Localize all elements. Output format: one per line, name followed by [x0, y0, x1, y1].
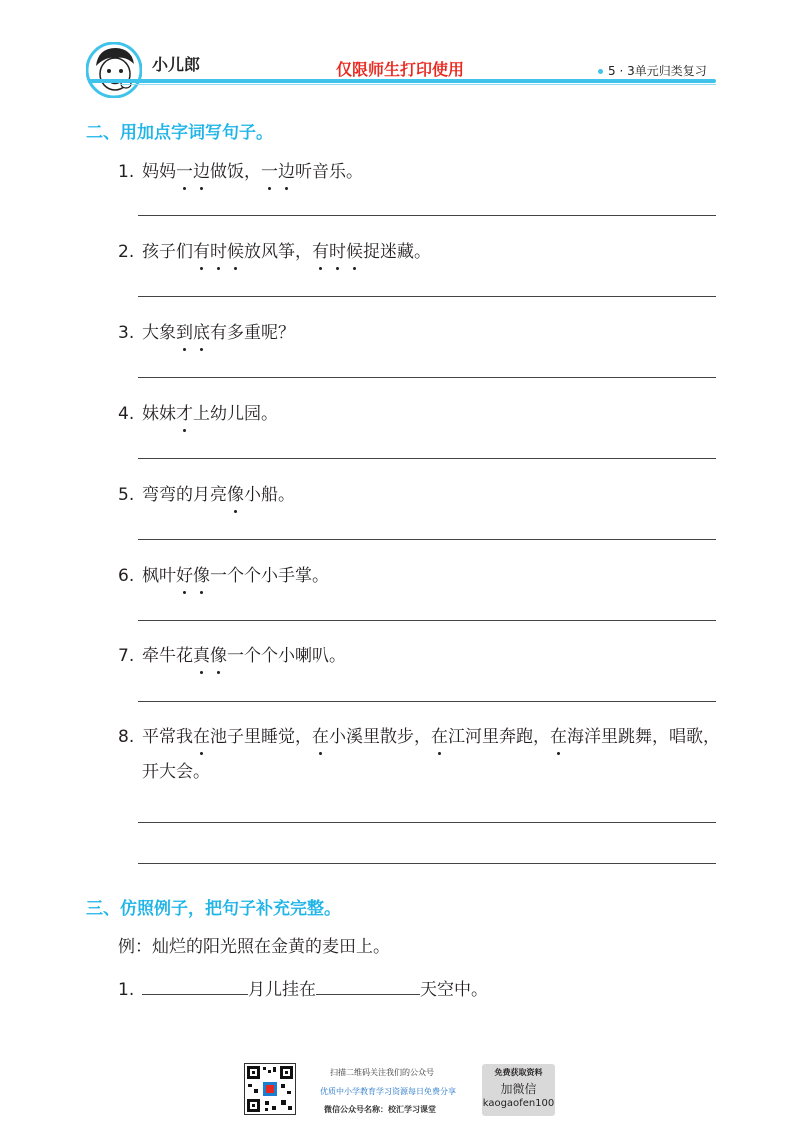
- answer-line[interactable]: [138, 215, 716, 216]
- dotted-word: 到: [176, 318, 193, 343]
- dotted-word: 像: [210, 641, 227, 666]
- sentence-text: 小船。: [244, 485, 295, 505]
- dotted-word: 像: [193, 561, 210, 586]
- dotted-word: 有: [312, 237, 329, 262]
- sentence-text: 平常我: [142, 727, 193, 747]
- dotted-word: 像: [227, 480, 244, 505]
- footer-account-text: 微信公众号名称：校汇学习课堂: [324, 1105, 436, 1114]
- question-7: [118, 641, 346, 666]
- question-1: [118, 157, 363, 182]
- dotted-word: 边: [278, 157, 295, 182]
- boy-face-icon: [86, 42, 142, 98]
- question-8-line2: 开大会。: [142, 762, 210, 782]
- question-number: 8.: [118, 727, 135, 747]
- sentence-text: 听音乐。: [295, 162, 363, 182]
- print-notice: 仅限师生打印使用: [336, 60, 465, 79]
- sentence-text: 枫叶: [142, 566, 176, 586]
- section-2-title: 二、用加点字词写句子。: [86, 123, 273, 143]
- dotted-word: 一: [176, 157, 193, 182]
- dotted-word: 有: [193, 237, 210, 262]
- mascot-logo: [86, 42, 142, 98]
- answer-line[interactable]: [138, 822, 716, 823]
- dotted-word: 时: [329, 237, 346, 262]
- question-number: 2.: [118, 242, 135, 262]
- dotted-word: 在: [550, 722, 567, 747]
- fill-blank-2[interactable]: [316, 978, 420, 995]
- question-3: [118, 318, 295, 343]
- promo-badge: [482, 1064, 555, 1116]
- question-2: [118, 237, 431, 262]
- dotted-word: 在: [312, 722, 329, 747]
- question-number: 1.: [118, 162, 135, 182]
- qr-code-icon: [245, 1064, 295, 1114]
- question-number: 4.: [118, 404, 135, 424]
- sentence-text: 妈妈: [142, 162, 176, 182]
- question-number: 7.: [118, 646, 135, 666]
- answer-line[interactable]: [138, 458, 716, 459]
- fill-blank-1[interactable]: [142, 978, 248, 995]
- sentence-text: 做饭，: [210, 162, 261, 182]
- question-8: [118, 722, 720, 747]
- question-text: 天空中。: [420, 980, 488, 1000]
- sentence-text: 放风筝，: [244, 242, 312, 262]
- answer-line[interactable]: [138, 620, 716, 621]
- sentence-text: 江河里奔跑，: [448, 727, 550, 747]
- section-3-title: 三、仿照例子，把句子补充完整。: [86, 899, 341, 919]
- dotted-word: 一: [261, 157, 278, 182]
- sentence-text: 海洋里跳舞，唱歌，: [567, 727, 720, 747]
- bullet-dot-icon: [598, 69, 603, 74]
- dotted-word: 好: [176, 561, 193, 586]
- question-number: 3.: [118, 323, 135, 343]
- answer-line[interactable]: [138, 296, 716, 297]
- question-text: 月儿挂在: [248, 980, 316, 1000]
- question-6: [118, 561, 329, 586]
- answer-line[interactable]: [138, 863, 716, 864]
- dotted-word: 底: [193, 318, 210, 343]
- answer-line[interactable]: [138, 539, 716, 540]
- dotted-word: 候: [227, 237, 244, 262]
- brand-name: 小儿郎: [152, 55, 201, 74]
- promo-top: 免费获取资料: [494, 1068, 543, 1077]
- header-divider-thin: [120, 84, 716, 85]
- dotted-word: 才: [176, 399, 193, 424]
- answer-line[interactable]: [138, 701, 716, 702]
- header-divider: [88, 79, 716, 83]
- question-4: [118, 399, 278, 424]
- dotted-word: 边: [193, 157, 210, 182]
- sentence-text: 一个个小手掌。: [210, 566, 329, 586]
- dotted-word: 真: [193, 641, 210, 666]
- sentence-text: 上幼儿园。: [193, 404, 278, 424]
- question-number: 6.: [118, 566, 135, 586]
- sentence-text: 池子里睡觉，: [210, 727, 312, 747]
- dotted-word: 在: [431, 722, 448, 747]
- question-number: 1.: [118, 980, 135, 1000]
- promo-mid: 加微信: [500, 1082, 537, 1096]
- sentence-text: 有多重呢？: [210, 323, 295, 343]
- unit-text: 5 · 3单元归类复习: [608, 64, 707, 78]
- question-5: [118, 480, 295, 505]
- unit-label: [598, 62, 707, 79]
- dotted-word: 在: [193, 722, 210, 747]
- sentence-text: 捉迷藏。: [363, 242, 431, 262]
- dotted-word: 候: [346, 237, 363, 262]
- sentence-text: 妹妹: [142, 404, 176, 424]
- promo-id: kaogaofen100: [482, 1098, 555, 1109]
- question-number: 5.: [118, 485, 135, 505]
- example-sentence: 例：灿烂的阳光照在金黄的麦田上。: [118, 937, 390, 957]
- sentence-text: 孩子们: [142, 242, 193, 262]
- sentence-text: 大象: [142, 323, 176, 343]
- dotted-word: 时: [210, 237, 227, 262]
- sentence-text: 牵牛花: [142, 646, 193, 666]
- question-3-1: [118, 975, 488, 1000]
- sentence-text: 小溪里散步，: [329, 727, 431, 747]
- footer-scan-text: 扫描二维码关注我们的公众号: [330, 1068, 434, 1077]
- answer-line[interactable]: [138, 377, 716, 378]
- footer-share-text: 优质中小学教育学习资源每日免费分享: [320, 1087, 456, 1096]
- sentence-text: 弯弯的月亮: [142, 485, 227, 505]
- sentence-text: 一个个小喇叭。: [227, 646, 346, 666]
- qr-code: [244, 1063, 296, 1115]
